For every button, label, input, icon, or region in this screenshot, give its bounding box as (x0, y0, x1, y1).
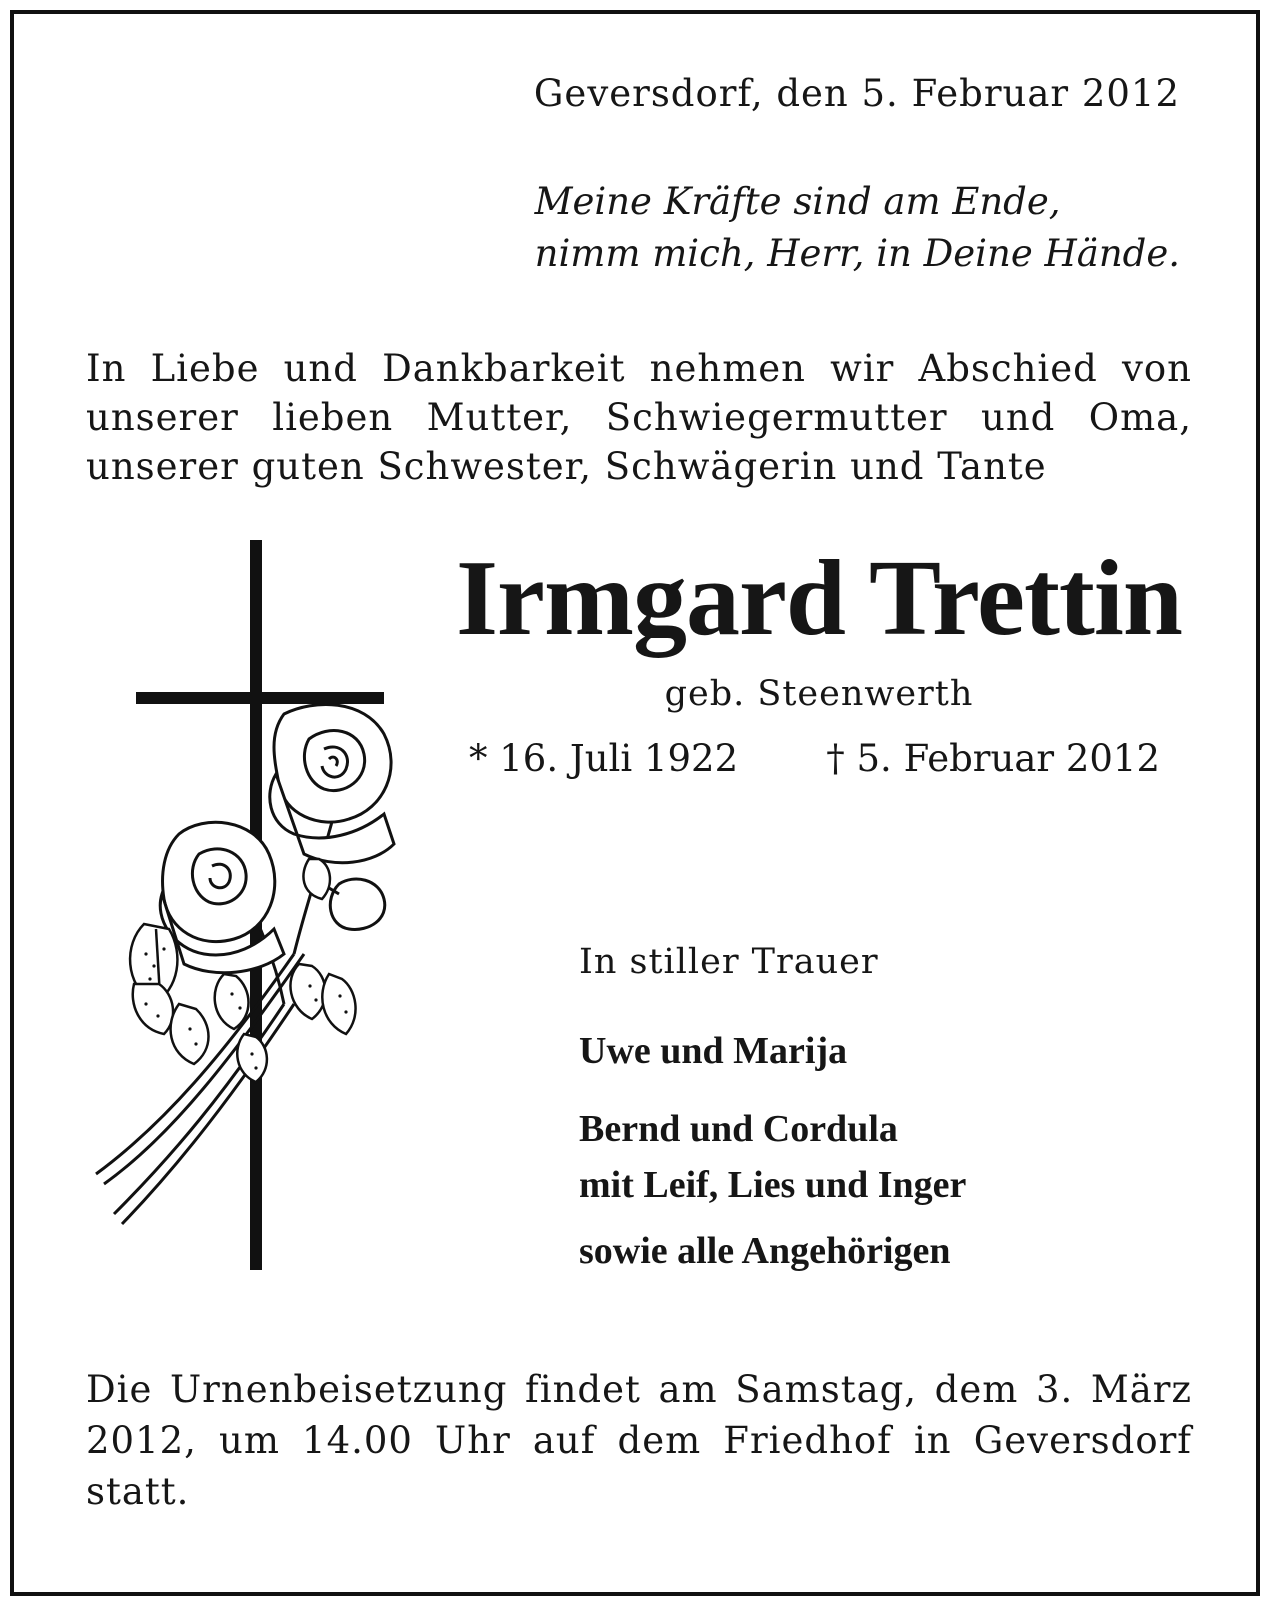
date-line: Geversdorf, den 5. Februar 2012 (533, 72, 1180, 115)
intro-text: In Liebe und Dankbarkeit nehmen wir Abschied von unserer lieben Mutter, Schwiegermutter und Oma, unserer guten Schwester, Schwägerin und Tante (86, 347, 1192, 488)
mourner-line: Uwe und Marija (579, 1030, 848, 1072)
mourner-line: mit Leif, Lies und Inger (579, 1164, 967, 1206)
birth-date: * 16. Juli 1922 (469, 737, 739, 780)
verse-line-2: nimm mich, Herr, in Deine Hände. (534, 232, 1180, 275)
burial-notice: Die Urnenbeisetzung findet am Samstag, dem 3. März 2012, um 14.00 Uhr auf dem Friedhof in Geversdorf statt. (86, 1368, 1192, 1513)
mourner-line: Bernd und Cordula (579, 1108, 898, 1150)
cross-with-roses-icon (84, 534, 414, 1294)
mourner-line: sowie alle Angehörigen (579, 1230, 951, 1272)
verse-line-1: Meine Kräfte sind am Ende, (534, 180, 1061, 223)
mourning-intro: In stiller Trauer (579, 942, 879, 982)
maiden-name: geb. Steenwerth (664, 674, 974, 714)
deceased-name: Irmgard Trettin (456, 539, 1182, 658)
death-date: † 5. Februar 2012 (826, 737, 1160, 780)
obituary-notice (10, 10, 1260, 1596)
verse (535, 176, 1180, 280)
